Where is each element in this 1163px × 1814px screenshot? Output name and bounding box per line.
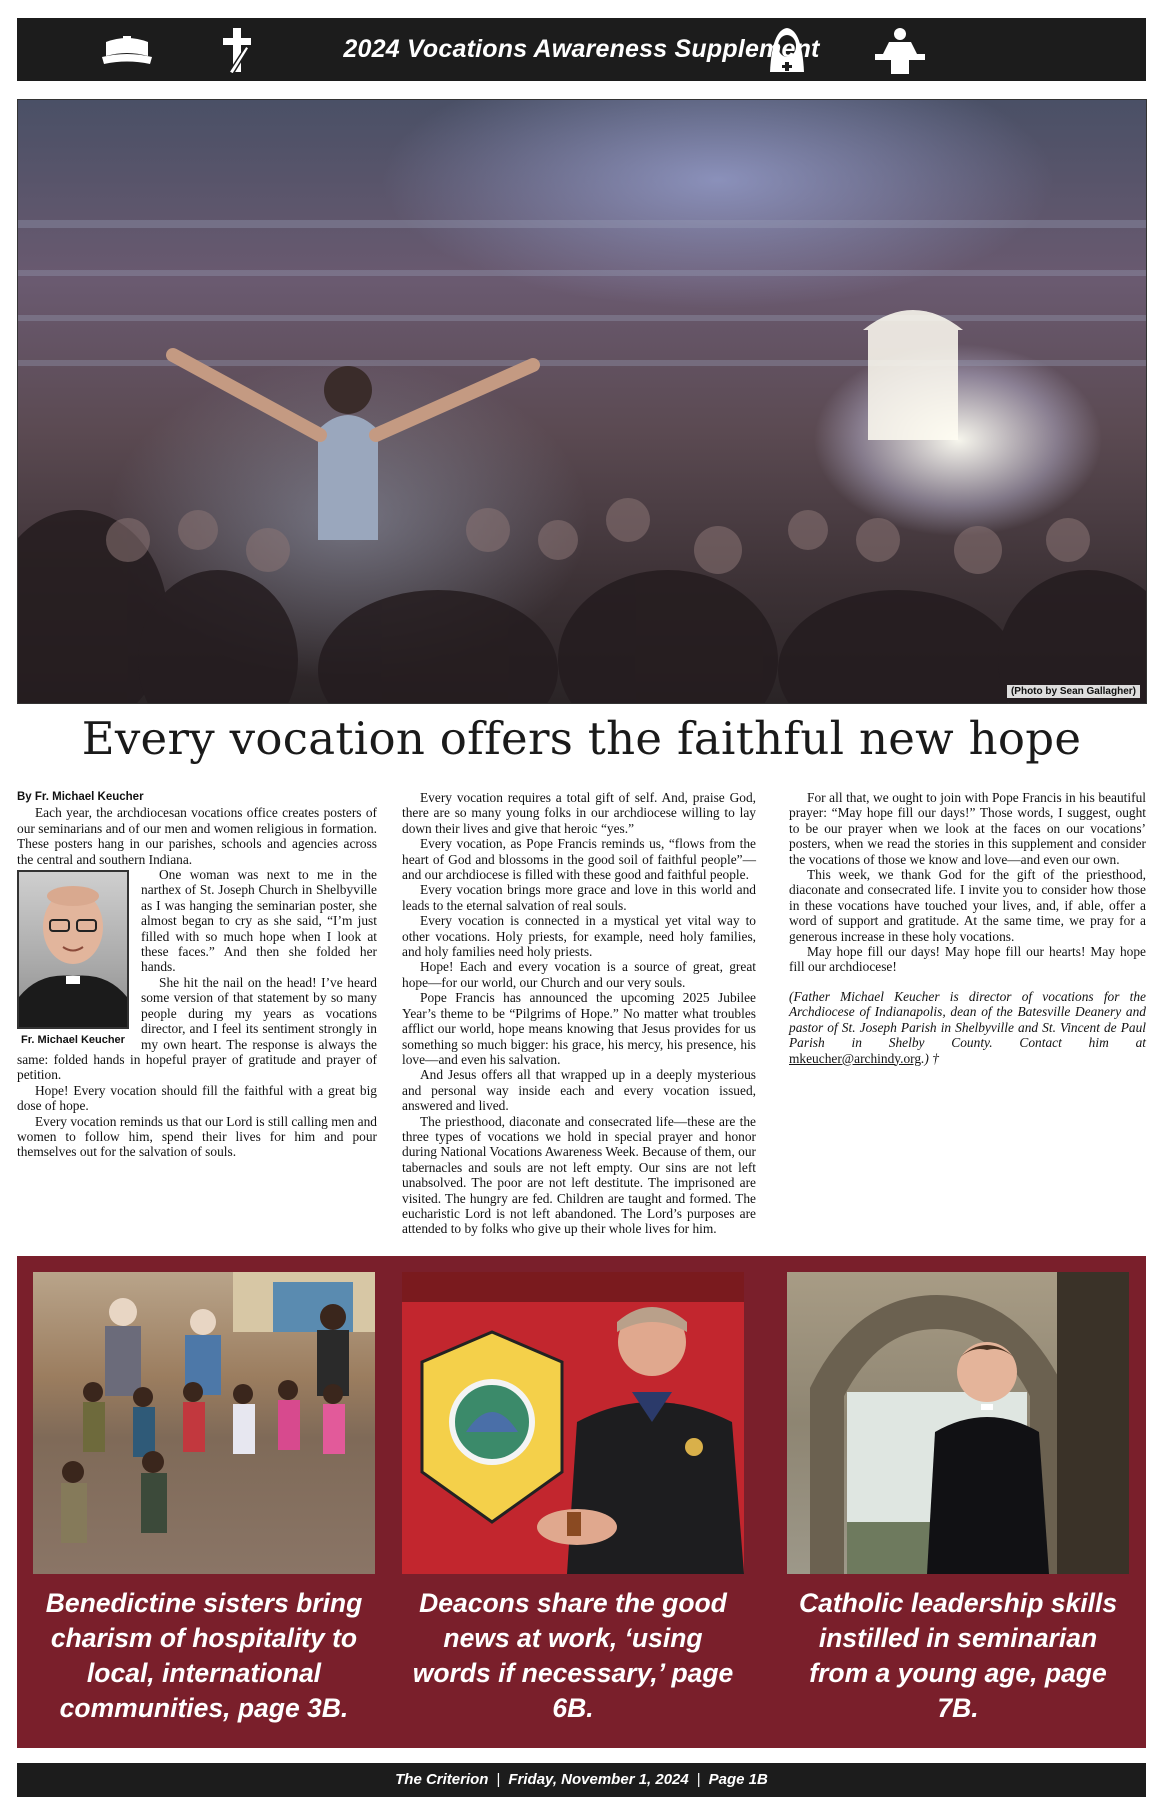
promo-card-seminarian[interactable] [787,1272,1129,1726]
tagline-text: (Father Michael Keucher is director of vocations for the Archdiocese of Indianapolis, dean of the Batesville Deanery and pastor of St. Joseph Parish in Shelbyville and St. Vincent de Paul Parish in Shelby County. Contact him at [789,988,1146,1051]
paragraph: Every vocation, as Pope Francis reminds us, “flows from the heart of God and blossoms in the good soil of faithful people”—and our archdiocese is filled with these good and faithful people. [402,836,756,883]
sisters-photo-illustration [33,1272,375,1574]
paragraph: Hope! Every vocation should fill the faithful with a great big dose of hope. [17,1082,377,1114]
author-photo [17,870,129,1029]
promo-photo-sisters [33,1272,375,1574]
paragraph: The priesthood, diaconate and consecrated life—these are the three types of vocations we hold in special prayer and honor during National Vocations Awareness Week. Because of them, our tabernacles and souls are not left empty. Our sins are not left unabsolved. The poor are not left destitute. The imprisoned are visited. The hungry are fed. Children are taught and formed. The eucharistic Lord is not left abandoned. The Lord’s purposes are attended to by folks who give up their whole lives for him. [402,1113,756,1237]
tagline-end: .) † [921,1050,939,1066]
paragraph: Every vocation reminds us that our Lord is still calling men and women to follow him, spend their lives for him and pour themselves out for the salvation of souls. [17,1113,377,1160]
photo-credit: (Photo by Sean Gallagher) [1007,685,1140,698]
paragraph: Every vocation brings more grace and love in this world and leads to the eternal salvation of real souls. [402,882,756,913]
paragraph: Each year, the archdiocesan vocations office creates posters of our seminarians and of our men and women religious in formation. These posters hang in our parishes, schools and agencies across the central and southern Indiana. [17,805,377,867]
paragraph: Every vocation requires a total gift of self. And, praise God, there are so many young folks in our archdiocese willing to lay down their lives and give that heroic “yes.” [402,790,756,836]
promo-card-sisters[interactable] [33,1272,375,1726]
byline: By Fr. Michael Keucher [17,791,144,803]
paragraph: For all that, we ought to join with Pope Francis in his beautiful prayer: “May hope fill our days!” Those words, I suggest, ought to be our prayer when we look at the faces on our vocations’ posters, when we read the stories in this supplement and consider the vocations of those we know and love—and even our own. [789,790,1146,867]
seminarian-photo-illustration [787,1272,1129,1574]
promo-band [17,1256,1146,1748]
paragraph: May hope fill our days! May hope fill our hearts! May hope fill our archdiocese! [789,944,1146,975]
author-portrait [17,870,129,1048]
footer-date: Friday, November 1, 2024 [508,1771,689,1788]
promo-card-deacons[interactable] [402,1272,744,1726]
footer-page: Page 1B [708,1771,768,1788]
author-email-link[interactable]: mkeucher@archindy.org [789,1050,922,1066]
paragraph: Every vocation is connected in a mystical yet vital way to other vocations. Holy priests, for example, need holy families, and holy families need holy priests. [402,913,756,960]
paragraph: Pope Francis has announced the upcoming 2025 Jubilee Year’s theme to be “Pilgrims of Hope.” No matter what troubles afflict our world, hope means knowing that Jesus provides for us something so much bigger: his grace, his mercy, his presence, his love—and even his salvation. [402,990,756,1067]
article-column-1 [17,790,377,1160]
page-footer: The Criterion | Friday, November 1, 2024 | Page 1B [17,1763,1146,1797]
promo-caption: Benedictine sisters bring charism of hospitality to local, international communities, page 3B. [45,1588,363,1723]
promo-photo-deacons [402,1272,744,1574]
article-column-3 [789,790,1146,1066]
paragraph: One woman was next to me in the narthex of St. Joseph Church in Shelbyville as I was hanging the seminarian poster, she almost began to cry as she said, “I’m just filled with so much hope when I look at these faces.” And then she folded her hands. [141,867,377,975]
promo-caption: Catholic leadership skills instilled in seminarian from a young age, page 7B. [798,1588,1118,1723]
article-column-2 [402,790,756,1237]
portrait-caption: Fr. Michael Keucher [21,1034,125,1047]
author-tagline [789,989,1146,1066]
footer-paper: The Criterion [395,1771,489,1788]
crowd-photo-illustration [18,100,1146,703]
deacon-photo-illustration [402,1272,744,1574]
paragraph: Hope! Each and every vocation is a source of great, great hope—for our world, our Church and our very souls. [402,959,756,990]
supplement-banner [17,18,1146,81]
promo-caption: Deacons share the good news at work, ‘using words if necessary,’ page 6B. [412,1588,734,1723]
paragraph: This week, we thank God for the gift of the priesthood, diaconate and consecrated life. I invite you to consider how those in these vocations have touched your lives, and, if able, offer a word of support and gratitude. At the same time, we pray for a generous increase in these holy vocations. [789,867,1146,944]
promo-photo-seminarian [787,1272,1129,1574]
paragraph: And Jesus offers all that wrapped up in a deeply mysterious and personal way inside each and every vocation issued, answered and lived. [402,1067,756,1114]
banner-title: 2024 Vocations Awareness Supplement [343,35,820,63]
paragraph: She hit the nail on the head! I’ve heard some version of that statement by so many people during my years as vocations director, and I feel its sentiment strongly in my own heart. The response is always the same: folded hands in hopeful prayer of gratitude and prayer of petition. [17,974,377,1083]
article-headline: Every vocation offers the faithful new hope [81,712,1082,765]
author-photo-illustration [19,872,127,1027]
hero-photo [17,99,1147,704]
